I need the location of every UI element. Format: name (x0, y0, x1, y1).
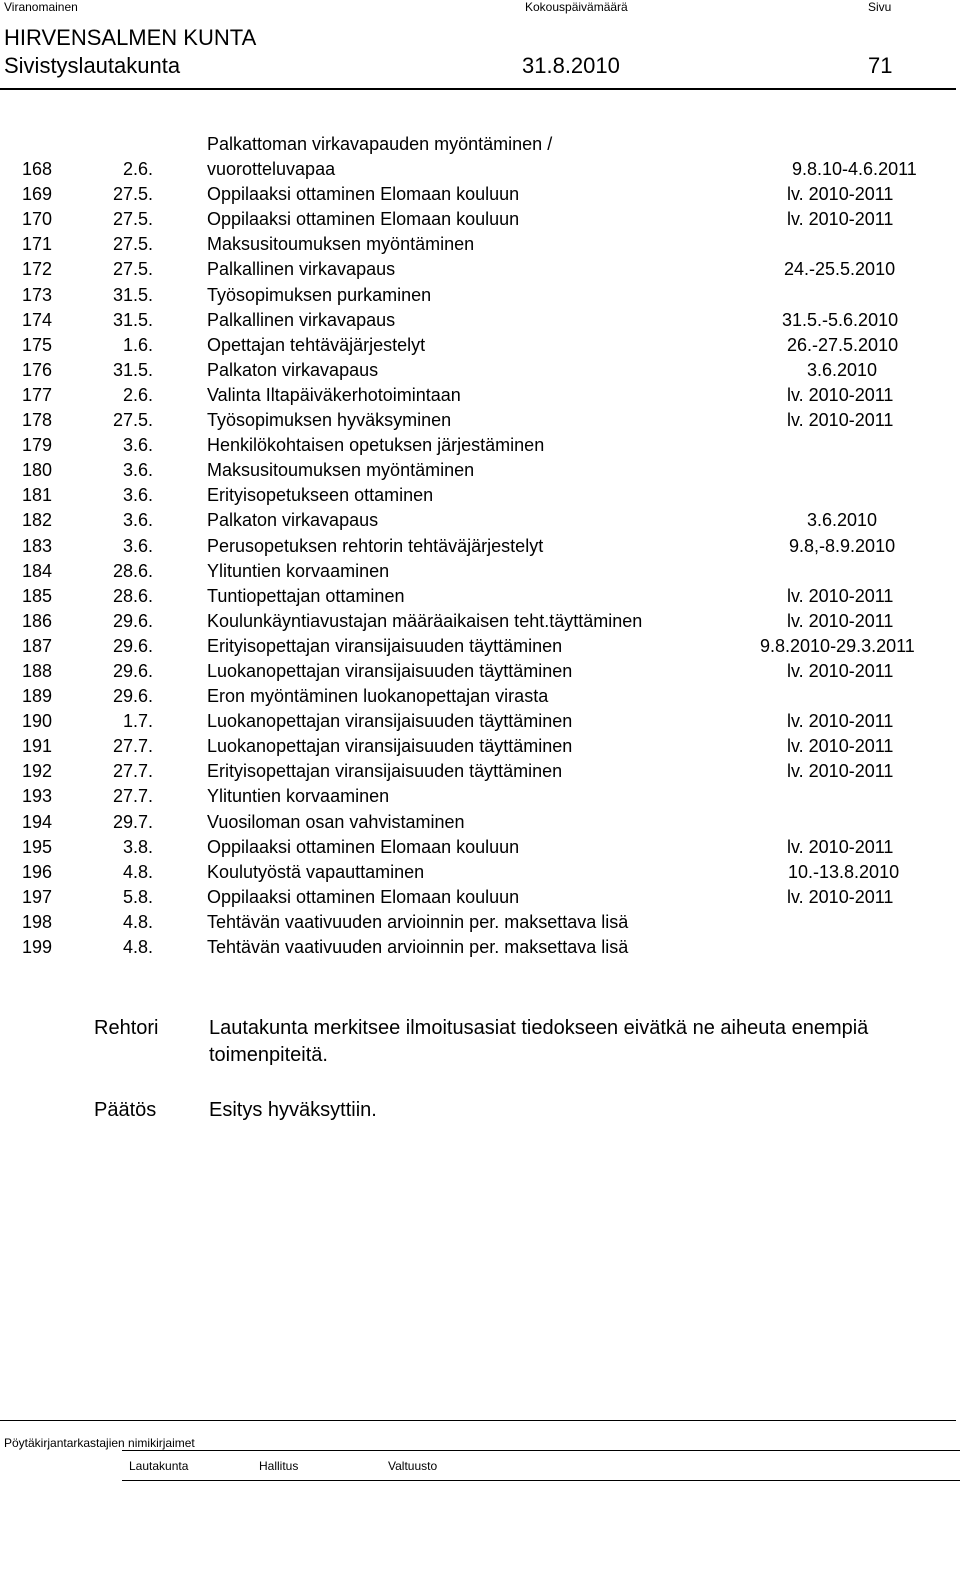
item-number: 189 (22, 686, 53, 707)
item-subject: Opettajan tehtäväjärjestelyt (207, 334, 426, 355)
item-period: lv. 2010-2011 (787, 886, 894, 907)
item-number: 169 (22, 184, 53, 205)
item-subject: Erityisopetukseen ottaminen (207, 485, 434, 506)
item-number: 199 (22, 937, 53, 957)
list-item (0, 659, 960, 684)
item-number: 174 (22, 309, 53, 330)
item-number: 181 (22, 485, 53, 506)
item-number: 186 (22, 610, 53, 631)
item-period: 3.6.2010 (807, 359, 878, 380)
item-period: 3.6.2010 (807, 510, 878, 531)
item-date: 3.6. (122, 435, 153, 456)
list-item (0, 684, 960, 709)
item-date: 31.5. (112, 284, 153, 305)
list-item (0, 182, 960, 207)
decision-text: Esitys hyväksyttiin. (209, 1099, 377, 1121)
item-date: 27.5. (112, 209, 153, 230)
list-item (0, 232, 960, 257)
list-item (0, 709, 960, 734)
item-date: 27.5. (112, 234, 153, 255)
list-item (0, 408, 960, 433)
item-subject: Tehtävän vaativuuden arvioinnin per. maksettava lisä (207, 937, 629, 957)
item-date: 27.7. (112, 786, 153, 807)
item-number: 184 (22, 560, 53, 581)
item-date: 29.6. (112, 686, 153, 707)
item-date: 3.6. (122, 460, 153, 481)
item-period: 24.-25.5.2010 (784, 259, 896, 280)
item-date: 1.7. (122, 711, 153, 732)
list-item (0, 885, 960, 910)
list-item (0, 784, 960, 809)
item-number: 178 (22, 410, 53, 431)
item-number: 190 (22, 711, 53, 732)
item-number: 179 (22, 435, 53, 456)
item-number: 175 (22, 334, 53, 355)
item-number: 170 (22, 209, 53, 230)
distribution-line (122, 1480, 960, 1481)
item-date: 27.5. (112, 184, 153, 205)
list-item (0, 759, 960, 784)
page-label: Sivu (868, 0, 892, 14)
authority-label: Viranomainen (4, 0, 78, 14)
item-date: 3.6. (122, 535, 153, 556)
meeting-date-label: Kokouspäivämäärä (525, 0, 628, 14)
item-number: 196 (22, 861, 53, 882)
item-date: 2.6. (122, 159, 153, 180)
list-item (0, 634, 960, 659)
item-date: 28.6. (112, 585, 153, 606)
decision-label: Päätös (94, 1099, 157, 1121)
item-number: 198 (22, 911, 53, 932)
item-subject: Oppilaaksi ottaminen Elomaan kouluun (207, 209, 520, 230)
item-subject: vuorotteluvapaa (207, 159, 336, 180)
list-item (0, 508, 960, 533)
item-subject: Oppilaaksi ottaminen Elomaan kouluun (207, 836, 520, 857)
item-subject: Eron myöntäminen luokanopettajan virasta (207, 686, 549, 707)
item-subject: Oppilaaksi ottaminen Elomaan kouluun (207, 184, 520, 205)
header-rule (0, 88, 956, 90)
item-date: 29.6. (112, 610, 153, 631)
item-subject: Ylituntien korvaaminen (207, 786, 390, 807)
item-period: lv. 2010-2011 (787, 761, 894, 782)
list-item (0, 559, 960, 584)
item-period: lv. 2010-2011 (787, 660, 894, 681)
item-period: lv. 2010-2011 (787, 209, 894, 230)
item-number: 187 (22, 635, 53, 656)
item-number: 195 (22, 836, 53, 857)
item-subject: Ylituntien korvaaminen (207, 560, 390, 581)
item-subject: Luokanopettajan viransijaisuuden täyttäminen (207, 711, 573, 732)
item-number: 185 (22, 585, 53, 606)
item-subject: Maksusitoumuksen myöntäminen (207, 460, 475, 481)
list-item (0, 257, 960, 282)
item-period: 10.-13.8.2010 (788, 861, 900, 882)
item-number: 168 (22, 159, 53, 180)
item-date: 28.6. (112, 560, 153, 581)
list-item (0, 483, 960, 508)
item-subject: Erityisopettajan viransijaisuuden täyttäminen (207, 635, 563, 656)
item-number: 176 (22, 359, 53, 380)
item-subject: Tuntiopettajan ottaminen (207, 585, 405, 606)
item-subject: Koulunkäyntiavustajan määräaikaisen teht.täyttäminen (207, 610, 643, 631)
item-number: 192 (22, 761, 53, 782)
signature-line (122, 1450, 960, 1451)
list-item (0, 860, 960, 885)
list-item (0, 358, 960, 383)
list-item (0, 584, 960, 609)
item-period: 9.8.2010-29.3.2011 (760, 635, 915, 656)
item-period: lv. 2010-2011 (787, 410, 894, 431)
item-number: 191 (22, 736, 53, 757)
signatures-label: Pöytäkirjantarkastajien nimikirjaimet (4, 1436, 195, 1450)
footer-rule (0, 1420, 956, 1421)
list-item (0, 333, 960, 358)
item-date: 27.5. (112, 410, 153, 431)
board-name: Sivistyslautakunta (4, 53, 181, 78)
item-subject: Palkaton virkavapaus (207, 510, 379, 531)
item-date: 31.5. (112, 309, 153, 330)
item-period: lv. 2010-2011 (787, 610, 894, 631)
item-number: 193 (22, 786, 53, 807)
item-date: 29.7. (112, 811, 153, 832)
list-item (0, 132, 960, 182)
item-subject: Palkaton virkavapaus (207, 359, 379, 380)
item-subject: Tehtävän vaativuuden arvioinnin per. maksettava lisä (207, 911, 629, 932)
item-subject: Perusopetuksen rehtorin tehtäväjärjestelyt (207, 535, 544, 556)
item-subject-line1: Palkattoman virkavapauden myöntäminen / (207, 134, 553, 154)
item-period: lv. 2010-2011 (787, 711, 894, 732)
item-date: 31.5. (112, 359, 153, 380)
item-period: 31.5.-5.6.2010 (782, 309, 899, 330)
item-subject: Maksusitoumuksen myöntäminen (207, 234, 475, 255)
item-number: 173 (22, 284, 53, 305)
list-item (0, 810, 960, 835)
item-subject: Valinta Iltapäiväkerhotoimintaan (207, 384, 461, 405)
proposal-text: Lautakunta merkitsee ilmoitusasiat tiedokseen eivätkä ne aiheuta enempiä toimenpiteitä. (209, 1017, 869, 1066)
list-item (0, 207, 960, 232)
item-period: 26.-27.5.2010 (787, 334, 899, 355)
item-date: 5.8. (122, 886, 153, 907)
item-period: 9.8,-8.9.2010 (789, 535, 896, 556)
item-number: 183 (22, 535, 53, 556)
list-item (0, 835, 960, 860)
item-subject: Vuosiloman osan vahvistaminen (207, 811, 465, 832)
item-date: 4.8. (122, 911, 153, 932)
item-number: 172 (22, 259, 53, 280)
item-subject: Työsopimuksen hyväksyminen (207, 410, 452, 431)
item-period: lv. 2010-2011 (787, 836, 894, 857)
item-period: lv. 2010-2011 (787, 184, 894, 205)
item-number: 171 (22, 234, 53, 255)
item-period: lv. 2010-2011 (787, 384, 894, 405)
item-subject: Henkilökohtaisen opetuksen järjestäminen (207, 435, 545, 456)
distribution-lautakunta: Lautakunta (129, 1459, 189, 1473)
item-date: 29.6. (112, 635, 153, 656)
distribution-hallitus: Hallitus (259, 1459, 299, 1473)
item-subject: Työsopimuksen purkaminen (207, 284, 432, 305)
proposal-label: Rehtori (94, 1017, 159, 1039)
item-number: 180 (22, 460, 53, 481)
item-date: 29.6. (112, 660, 153, 681)
list-item (0, 734, 960, 759)
item-date: 4.8. (122, 937, 153, 957)
item-date: 1.6. (122, 334, 153, 355)
list-item (0, 383, 960, 408)
item-number: 197 (22, 886, 53, 907)
item-subject: Luokanopettajan viransijaisuuden täyttäminen (207, 660, 573, 681)
item-subject: Oppilaaksi ottaminen Elomaan kouluun (207, 886, 520, 907)
item-subject: Erityisopettajan viransijaisuuden täyttäminen (207, 761, 563, 782)
list-item (0, 910, 960, 935)
list-item (0, 935, 960, 960)
list-item (0, 308, 960, 333)
item-number: 194 (22, 811, 53, 832)
item-date: 27.5. (112, 259, 153, 280)
item-number: 182 (22, 510, 53, 531)
item-number: 177 (22, 384, 53, 405)
page-number: 71 (868, 53, 893, 78)
item-date: 27.7. (112, 761, 153, 782)
item-date: 2.6. (122, 384, 153, 405)
list-item (0, 458, 960, 483)
item-number: 188 (22, 660, 53, 681)
list-item (0, 433, 960, 458)
meeting-date: 31.8.2010 (522, 53, 620, 78)
decision-list (0, 132, 960, 960)
item-subject: Koulutyöstä vapauttaminen (207, 861, 425, 882)
item-date: 3.6. (122, 485, 153, 506)
distribution-valtuusto: Valtuusto (388, 1459, 438, 1473)
item-subject: Luokanopettajan viransijaisuuden täyttäminen (207, 736, 573, 757)
item-date: 4.8. (122, 861, 153, 882)
item-date: 27.7. (112, 736, 153, 757)
list-item (0, 609, 960, 634)
item-period: lv. 2010-2011 (787, 585, 894, 606)
item-period: lv. 2010-2011 (787, 736, 894, 757)
organization-name: HIRVENSALMEN KUNTA (4, 25, 257, 50)
list-item (0, 283, 960, 308)
list-item (0, 534, 960, 559)
item-date: 3.8. (122, 836, 153, 857)
item-date: 3.6. (122, 510, 153, 531)
item-subject: Palkallinen virkavapaus (207, 309, 396, 330)
item-period: 9.8.10-4.6.2011 (792, 159, 917, 180)
item-subject: Palkallinen virkavapaus (207, 259, 396, 280)
